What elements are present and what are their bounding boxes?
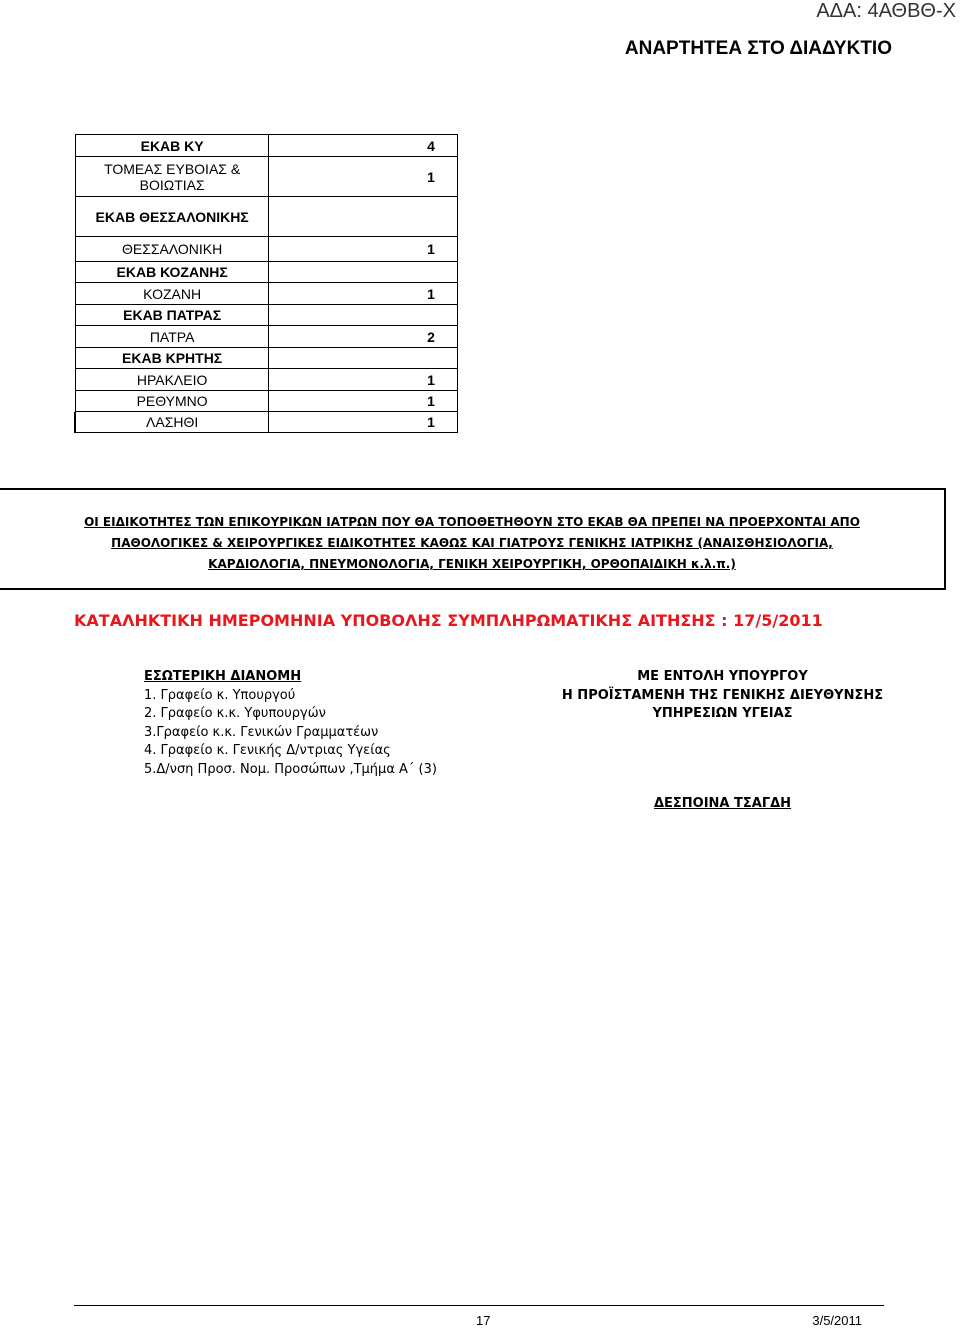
region-label: ΕΚΑΒ ΚΡΗΤΗΣ (76, 348, 269, 369)
specialties-line: ΚΑΡΔΙΟΛΟΓΙΑ, ΠΝΕΥΜΟΝΟΛΟΓΙΑ, ΓΕΝΙΚΗ ΧΕΙΡΟΥΡΓΙΚΗ, ΟΡΘΟΠΑΙΔΙΚΗ κ.λ.π.) (208, 557, 736, 571)
region-label: ΠΑΤΡΑ (76, 326, 269, 348)
position-count: 2 (269, 326, 458, 348)
table-row (75, 262, 458, 283)
submission-deadline: ΚΑΤΑΛΗΚΤΙΚΗ ΗΜΕΡΟΜΗΝΙΑ ΥΠΟΒΟΛΗΣ ΣΥΜΠΛΗΡΩΜΑΤΙΚΗΣ ΑΙΤΗΣΗΣ : 17/5/2011 (74, 611, 823, 630)
region-label: ΕΚΑΒ ΚΟΖΑΝΗΣ (76, 262, 269, 283)
region-label: ΡΕΘΥΜΝΟ (76, 391, 269, 412)
posting-note: ΑΝΑΡΤΗΤΕΑ ΣΤΟ ΔΙΑΔΥΚΤΙΟ (624, 38, 892, 59)
table-row (75, 283, 458, 305)
specialties-line: ΟΙ ΕΙΔΙΚΟΤΗΤΕΣ ΤΩΝ ΕΠΙΚΟΥΡΙΚΩΝ ΙΑΤΡΩΝ ΠΟΥ ΘΑ ΤΟΠΟΘΕΤΗΘΟΥΝ ΣΤΟ ΕΚΑΒ ΘΑ ΠΡΕΠΕΙ ΝΑ ΠΡΟΕΡΧΟΝΤΑΙ ΑΠΟ (84, 515, 860, 529)
position-count (269, 262, 458, 283)
region-label: ΤΟΜΕΑΣ ΕΥΒΟΙΑΣ & ΒΟΙΩΤΙΑΣ (76, 157, 269, 197)
table-row (75, 348, 458, 369)
page-number: 17 (476, 1313, 491, 1328)
specialties-line: ΠΑΘΟΛΟΓΙΚΕΣ & ΧΕΙΡΟΥΡΓΙΚΕΣ ΕΙΔΙΚΟΤΗΤΕΣ ΚΑΘΩΣ ΚΑΙ ΓΙΑΤΡΟΥΣ ΓΕΝΙΚΗΣ ΙΑΤΡΙΚΗΣ (ΑΝΑΙΣΘΗΣΙΟΛΟΓΙΑ, (111, 536, 833, 550)
ada-code: ΑΔΑ: 4ΑΘΒΘ-Χ (816, 0, 956, 22)
position-count: 1 (269, 237, 458, 262)
table-row (75, 157, 458, 197)
position-count (269, 197, 458, 237)
position-count: 1 (269, 283, 458, 305)
signer-name (540, 796, 905, 811)
table-row (75, 305, 458, 326)
list-item: 3.Γραφείο κ.κ. Γενικών Γραμματέων (144, 724, 379, 740)
order-block (540, 668, 905, 724)
footer-divider (74, 1305, 884, 1306)
order-line: ΜΕ ΕΝΤΟΛΗ ΥΠΟΥΡΓΟΥ (637, 669, 808, 684)
table-row (75, 412, 458, 433)
table-row (75, 391, 458, 412)
specialties-note (0, 488, 946, 590)
region-label: ΕΚΑΒ ΚΥ (76, 135, 269, 157)
table-row (75, 369, 458, 391)
allocation-table (74, 134, 458, 433)
position-count: 1 (269, 157, 458, 197)
region-label: ΗΡΑΚΛΕΙΟ (76, 369, 269, 391)
position-count (269, 305, 458, 326)
position-count (269, 348, 458, 369)
region-label: ΕΚΑΒ ΘΕΣΣΑΛΟΝΙΚΗΣ (76, 197, 269, 237)
table-row (75, 326, 458, 348)
footer-date: 3/5/2011 (812, 1313, 862, 1328)
position-count: 1 (269, 412, 458, 433)
region-label: ΚΟΖΑΝΗ (76, 283, 269, 305)
list-item: 4. Γραφείο κ. Γενικής Δ/ντριας Υγείας (144, 743, 391, 758)
table-row (75, 237, 458, 262)
table-row (75, 135, 458, 157)
region-label: ΕΚΑΒ ΠΑΤΡΑΣ (76, 305, 269, 326)
position-count: 1 (269, 369, 458, 391)
list-item: 1. Γραφείο κ. Υπουργού (144, 687, 296, 703)
list-item: 5.Δ/νση Προσ. Νομ. Προσώπων ,Τμήμα Α΄ (3) (144, 761, 437, 777)
order-line: Η ΠΡΟΪΣΤΑΜΕΝΗ ΤΗΣ ΓΕΝΙΚΗΣ ΔΙΕΥΘΥΝΣΗΣ (561, 687, 884, 703)
position-count: 1 (269, 391, 458, 412)
region-label: ΛΑΣΗΘΙ (76, 412, 269, 433)
distribution-title: ΕΣΩΤΕΡΙΚΗ ΔΙΑΝΟΜΗ (144, 669, 302, 684)
region-label: ΘΕΣΣΑΛΟΝΙΚΗ (76, 237, 269, 262)
list-item: 2. Γραφείο κ.κ. Υφυπουργών (144, 706, 326, 721)
signer-text: ΔΕΣΠΟΙΝΑ ΤΣΑΓΔΗ (653, 796, 792, 811)
order-line: ΥΠΗΡΕΣΙΩΝ ΥΓΕΙΑΣ (652, 706, 793, 721)
position-count: 4 (269, 135, 458, 157)
internal-distribution (144, 668, 437, 779)
table-row (75, 197, 458, 237)
